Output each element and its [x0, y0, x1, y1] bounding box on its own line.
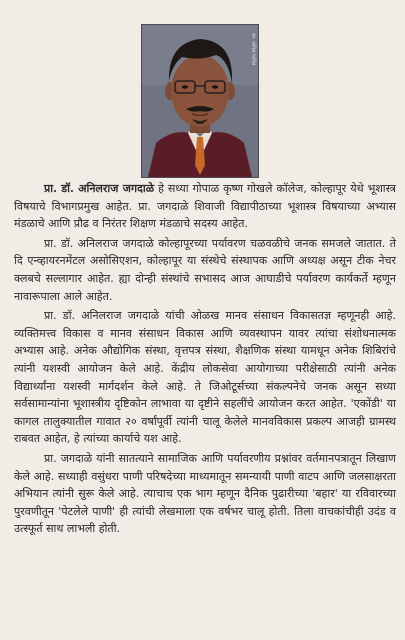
author-photo: [141, 24, 259, 178]
paragraph-body: प्रा. डॉ. अनिलराज जगदाळे कोल्हापूरच्या पर्यावरण चळवळीचे जनक समजले जातात. ते दि एन्व्हायरनमेंटल असोसिएशन, कोल्हापूर या संस्थेचे संस्थापक आणि अध्यक्ष असून टीक नेचर क्लबचे सल्लागार आहेत. ह्या दोन्ही संस्थांचे सभासद आज आघाडीचे पर्यावरण कार्यकर्ते म्हणून नावारूपाला आले आहेत.: [14, 236, 396, 303]
portrait-image: [142, 25, 258, 177]
photo-credit: छा. अनिल पाटील: [250, 33, 256, 66]
paragraph-body: प्रा. जगदाळे यांनी सातत्याने सामाजिक आणि पर्यावरणीय प्रश्नांवर वर्तमानपत्रातून लिखाण केले आहे. सध्याही वसुंधरा पाणी परिषदेच्या माध्यमातून समन्यायी पाणी वाटप आणि जलसाक्षरता अभियान त्यांनी सुरू केले आहे. त्याचाच एक भाग म्हणून दैनिक पुढारीच्या 'बहार' या रविवारच्या पुरवणीतून 'पेटलेले पाणी' ही त्यांची लेखमाला एक वर्षभर चालू होती. तिला वाचकांचीही उदंड व उत्स्फूर्त साथ लाभली होती.: [14, 451, 396, 536]
paragraph-4: [14, 450, 396, 538]
paragraph-body: हे सध्या गोपाळ कृष्ण गोखले कॉलेज, कोल्हापूर येथे भूशास्त्र विषयाचे विभागप्रमुख आहेत. प्रा. जगदाळे शिवाजी विद्यापीठाच्या भूशास्त्र विषयाच्या अभ्यास मंडळाचे आणि प्रौढ व निरंतर शिक्षण मंडळाचे सदस्य आहेत.: [14, 182, 396, 231]
paragraph-body: प्रा. डॉ. अनिलराज जगदाळे यांची ओळख मानव संसाधन विकासतज्ञ म्हणूनही आहे. व्यक्तिमत्त्व विकास व मानव संसाधन विकास आणि व्यवस्थापन यावर त्यांचा संशोधनात्मक अभ्यास आहे. अनेक औद्योगिक संस्था, वृत्तपत्र संस्था, शैक्षणिक संस्था यामधून अनेक शिबिरांचे त्यांनी यशस्वी आयोजन केले आहे. केंद्रीय लोकसेवा आयोगाच्या परीक्षेसाठी त्यांनी अनेक विद्यार्थ्यांना यशस्वी मार्गदर्शन केले आहे. ते जिओटूर्सच्या संकल्पनेचे जनक असून सध्या सर्वसामान्यांना भूशास्त्रीय दृष्टिकोन लाभावा या दृष्टीने सहलींचे आयोजन करत आहेत. 'एकोंडी' या कागल तालुक्यातील गावात २० वर्षांपूर्वी त्यांनी चालू केलेले मानवविकास प्रकल्प आजही ग्रामस्थ राबवत आहेत, हे त्यांच्या कार्याचे यश आहे.: [14, 309, 396, 446]
paragraph-3: [14, 307, 396, 448]
paragraph-1: [14, 180, 396, 233]
paragraph-2: [14, 235, 396, 305]
author-name: प्रा. डॉ. अनिलराज जगदाळे: [44, 182, 155, 195]
biography-text: [14, 180, 396, 540]
